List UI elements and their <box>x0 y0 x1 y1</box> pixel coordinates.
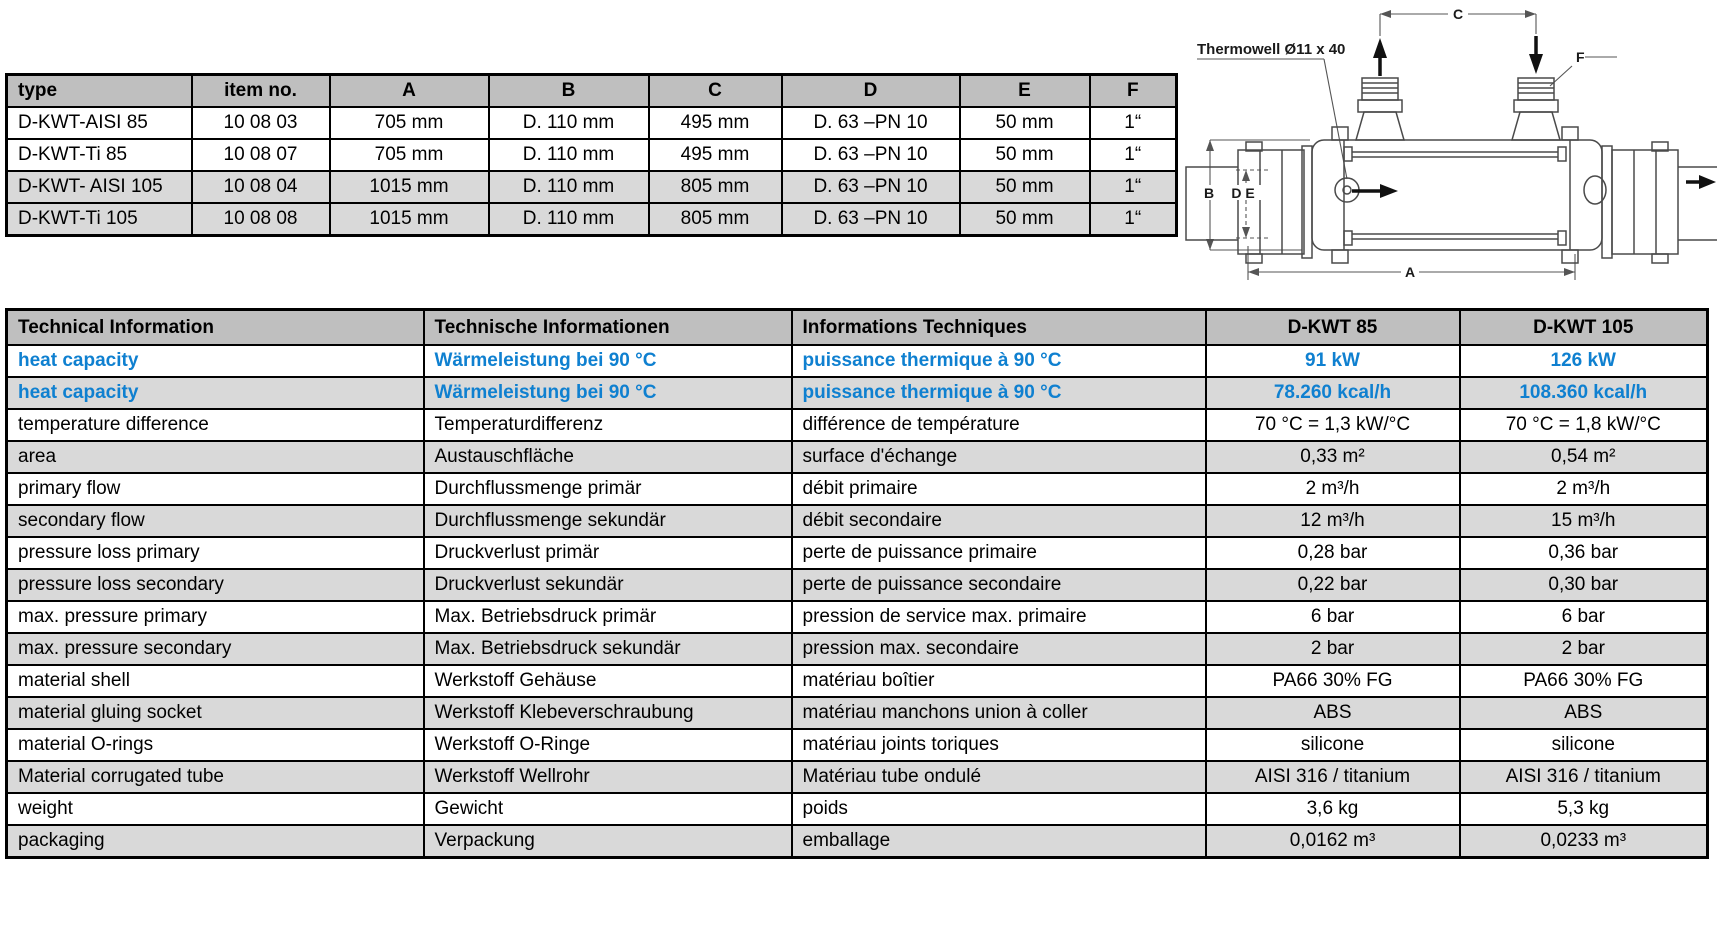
dims-column-header: type <box>7 75 192 108</box>
dim-c-label: C <box>1452 6 1464 22</box>
tech-table-cell: AISI 316 / titanium <box>1460 761 1708 793</box>
tech-table-cell: 12 m³/h <box>1206 505 1460 537</box>
dim-de-label: D E <box>1231 185 1255 201</box>
dims-table-row <box>7 107 1177 139</box>
tech-table-cell: surface d'échange <box>792 441 1206 473</box>
tech-table-cell: Austauschfläche <box>424 441 792 473</box>
tech-table-cell: Gewicht <box>424 793 792 825</box>
tech-table-cell: max. pressure secondary <box>7 633 424 665</box>
tech-table-cell: Werkstoff O-Ringe <box>424 729 792 761</box>
tech-table-cell: 126 kW <box>1460 345 1708 377</box>
tech-column-header: D-KWT 85 <box>1206 310 1460 346</box>
dims-table-cell: 10 08 08 <box>192 203 330 236</box>
tech-table-cell: Druckverlust primär <box>424 537 792 569</box>
tech-table-row <box>7 569 1708 601</box>
tech-table-row <box>7 505 1708 537</box>
technical-header-row <box>7 310 1708 346</box>
thermowell-label: Thermowell Ø11 x 40 <box>1197 41 1346 58</box>
dims-table-cell: 805 mm <box>649 203 782 236</box>
tech-table-cell: poids <box>792 793 1206 825</box>
dims-column-header: item no. <box>192 75 330 108</box>
dims-table-cell: D. 63 –PN 10 <box>782 139 960 171</box>
tech-table-row <box>7 441 1708 473</box>
dims-table-cell: 50 mm <box>960 203 1090 236</box>
tech-table-cell: Werkstoff Gehäuse <box>424 665 792 697</box>
tech-table-row <box>7 345 1708 377</box>
tech-table-row <box>7 633 1708 665</box>
tech-column-header: Informations Techniques <box>792 310 1206 346</box>
tech-table-cell: 0,36 bar <box>1460 537 1708 569</box>
dims-table-cell: 705 mm <box>330 139 489 171</box>
tech-table-cell: 2 bar <box>1460 633 1708 665</box>
dims-table-cell: D-KWT-AISI 85 <box>7 107 192 139</box>
tech-table-cell: différence de température <box>792 409 1206 441</box>
dims-column-header: C <box>649 75 782 108</box>
tech-table-cell: 91 kW <box>1206 345 1460 377</box>
tech-table-cell: perte de puissance secondaire <box>792 569 1206 601</box>
dims-table-cell: D. 110 mm <box>489 203 649 236</box>
tech-table-row <box>7 601 1708 633</box>
tech-table-cell: Durchflussmenge primär <box>424 473 792 505</box>
tech-table-cell: 0,54 m² <box>1460 441 1708 473</box>
tech-table-cell: 0,22 bar <box>1206 569 1460 601</box>
dims-column-header: B <box>489 75 649 108</box>
tech-table-cell: 6 bar <box>1206 601 1460 633</box>
tech-table-cell: puissance thermique à 90 °C <box>792 377 1206 409</box>
tech-table-cell: matériau manchons union à coller <box>792 697 1206 729</box>
tech-table-cell: secondary flow <box>7 505 424 537</box>
tech-table-cell: matériau boîtier <box>792 665 1206 697</box>
dims-table-cell: 50 mm <box>960 171 1090 203</box>
dims-table-row <box>7 139 1177 171</box>
tech-table-cell: 70 °C = 1,8 kW/°C <box>1460 409 1708 441</box>
technical-table <box>5 308 1709 859</box>
tech-table-cell: ABS <box>1206 697 1460 729</box>
tech-table-cell: pression max. secondaire <box>792 633 1206 665</box>
tech-table-cell: ABS <box>1460 697 1708 729</box>
dims-column-header: D <box>782 75 960 108</box>
tech-table-cell: débit primaire <box>792 473 1206 505</box>
tech-table-cell: 0,28 bar <box>1206 537 1460 569</box>
dims-table-cell: 805 mm <box>649 171 782 203</box>
tech-table-row <box>7 665 1708 697</box>
dims-table-cell: D. 63 –PN 10 <box>782 107 960 139</box>
tech-table-cell: packaging <box>7 825 424 858</box>
tech-table-cell: material O-rings <box>7 729 424 761</box>
tech-table-row <box>7 409 1708 441</box>
dims-table-cell: 1“ <box>1090 107 1177 139</box>
tech-table-cell: PA66 30% FG <box>1460 665 1708 697</box>
technical-table-body <box>7 345 1708 858</box>
dims-table-cell: 10 08 07 <box>192 139 330 171</box>
tech-table-cell: silicone <box>1206 729 1460 761</box>
dims-table-cell: 10 08 03 <box>192 107 330 139</box>
tech-table-cell: material shell <box>7 665 424 697</box>
tech-table-cell: silicone <box>1460 729 1708 761</box>
dims-table-cell: 495 mm <box>649 139 782 171</box>
tech-table-cell: emballage <box>792 825 1206 858</box>
tech-table-cell: 0,0233 m³ <box>1460 825 1708 858</box>
tech-table-cell: pressure loss primary <box>7 537 424 569</box>
dims-table-cell: 1015 mm <box>330 203 489 236</box>
tech-table-cell: AISI 316 / titanium <box>1206 761 1460 793</box>
tech-table-cell: area <box>7 441 424 473</box>
tech-table-cell: 15 m³/h <box>1460 505 1708 537</box>
dims-table-cell: D. 110 mm <box>489 139 649 171</box>
tech-table-cell: 70 °C = 1,3 kW/°C <box>1206 409 1460 441</box>
dims-table-cell: D. 110 mm <box>489 107 649 139</box>
dims-table-cell: D. 110 mm <box>489 171 649 203</box>
dims-column-header: F <box>1090 75 1177 108</box>
tech-column-header: Technische Informationen <box>424 310 792 346</box>
tech-table-cell: 2 m³/h <box>1460 473 1708 505</box>
tech-table-cell: pression de service max. primaire <box>792 601 1206 633</box>
tech-table-cell: weight <box>7 793 424 825</box>
dims-table-row <box>7 203 1177 236</box>
flow-arrows <box>1352 36 1702 191</box>
tech-table-cell: max. pressure primary <box>7 601 424 633</box>
tech-table-cell: 0,33 m² <box>1206 441 1460 473</box>
dims-table-cell: 495 mm <box>649 107 782 139</box>
tech-table-cell: 0,0162 m³ <box>1206 825 1460 858</box>
tech-table-cell: Druckverlust sekundär <box>424 569 792 601</box>
dimensions-table-body <box>7 107 1177 236</box>
tech-column-header: D-KWT 105 <box>1460 310 1708 346</box>
heat-exchanger-diagram <box>1098 0 1717 292</box>
tech-table-cell: Durchflussmenge sekundär <box>424 505 792 537</box>
tech-table-cell: Wärmeleistung bei 90 °C <box>424 377 792 409</box>
tech-table-cell: débit secondaire <box>792 505 1206 537</box>
tech-table-cell: Material corrugated tube <box>7 761 424 793</box>
tech-table-cell: Matériau tube ondulé <box>792 761 1206 793</box>
tech-table-cell: 2 m³/h <box>1206 473 1460 505</box>
tech-table-cell: temperature difference <box>7 409 424 441</box>
dims-table-cell: D-KWT-Ti 85 <box>7 139 192 171</box>
tech-table-cell: matériau joints toriques <box>792 729 1206 761</box>
dimensions-header-row <box>7 75 1177 108</box>
tech-table-row <box>7 377 1708 409</box>
tech-table-cell: Wärmeleistung bei 90 °C <box>424 345 792 377</box>
dims-table-cell: 10 08 04 <box>192 171 330 203</box>
tech-table-cell: 5,3 kg <box>1460 793 1708 825</box>
tech-table-cell: PA66 30% FG <box>1206 665 1460 697</box>
tech-table-cell: primary flow <box>7 473 424 505</box>
tech-table-cell: 108.360 kcal/h <box>1460 377 1708 409</box>
tech-table-cell: heat capacity <box>7 377 424 409</box>
tech-table-cell: pressure loss secondary <box>7 569 424 601</box>
tech-table-cell: puissance thermique à 90 °C <box>792 345 1206 377</box>
dim-a-label: A <box>1404 264 1416 280</box>
dimensions-table <box>5 73 1178 237</box>
dims-table-cell: 1“ <box>1090 139 1177 171</box>
tech-table-cell: 6 bar <box>1460 601 1708 633</box>
dims-column-header: A <box>330 75 489 108</box>
tech-column-header: Technical Information <box>7 310 424 346</box>
dims-table-cell: 705 mm <box>330 107 489 139</box>
tech-table-row <box>7 729 1708 761</box>
dims-table-cell: 50 mm <box>960 139 1090 171</box>
dims-table-cell: D-KWT- AISI 105 <box>7 171 192 203</box>
tech-table-cell: heat capacity <box>7 345 424 377</box>
tech-table-row <box>7 697 1708 729</box>
tech-table-row <box>7 761 1708 793</box>
dims-table-cell: 1“ <box>1090 171 1177 203</box>
tech-table-cell: 3,6 kg <box>1206 793 1460 825</box>
dims-table-cell: D-KWT-Ti 105 <box>7 203 192 236</box>
tech-table-cell: 78.260 kcal/h <box>1206 377 1460 409</box>
dim-b-label: B <box>1203 185 1215 201</box>
tech-table-row <box>7 473 1708 505</box>
tech-table-cell: perte de puissance primaire <box>792 537 1206 569</box>
tech-table-cell: Max. Betriebsdruck sekundär <box>424 633 792 665</box>
tech-table-cell: Werkstoff Klebeverschraubung <box>424 697 792 729</box>
dims-column-header: E <box>960 75 1090 108</box>
tech-table-row <box>7 537 1708 569</box>
tech-table-cell: Werkstoff Wellrohr <box>424 761 792 793</box>
tech-table-row <box>7 825 1708 858</box>
tech-table-cell: material gluing socket <box>7 697 424 729</box>
dims-table-cell: 50 mm <box>960 107 1090 139</box>
tech-table-row <box>7 793 1708 825</box>
tech-table-cell: 2 bar <box>1206 633 1460 665</box>
dims-table-cell: 1015 mm <box>330 171 489 203</box>
tech-table-cell: Max. Betriebsdruck primär <box>424 601 792 633</box>
dims-table-row <box>7 171 1177 203</box>
tech-table-cell: Temperaturdifferenz <box>424 409 792 441</box>
tech-table-cell: 0,30 bar <box>1460 569 1708 601</box>
dims-table-cell: D. 63 –PN 10 <box>782 203 960 236</box>
dims-table-cell: D. 63 –PN 10 <box>782 171 960 203</box>
dims-table-cell: 1“ <box>1090 203 1177 236</box>
dim-f-label: F <box>1576 49 1585 65</box>
tech-table-cell: Verpackung <box>424 825 792 858</box>
